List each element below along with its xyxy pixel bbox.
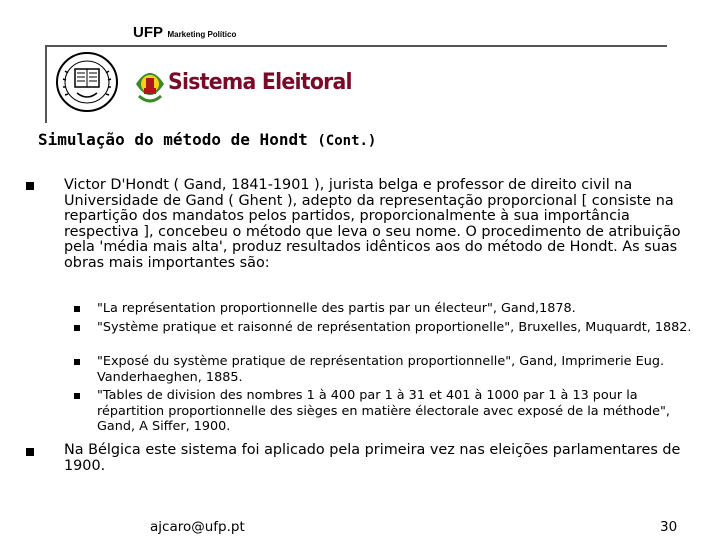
- bullet-paragraph: Victor D'Hondt ( Gand, 1841-1901 ), jurista belga e professor de direito civil na Universidade de Gand ( Ghent ), adepto da representação proporcional [ consiste na repartição dos mandatos pelos partidos, proporcionalmente à sua importância respectiva ], concebeu o método que leva o seu nome. O procedimento de atribuição pela 'média mais alta', produz resultados idênticos aos do método de Hondt. As suas obras mais importantes são:: [64, 177, 681, 271]
- slide-title-main: Simulação do método de Hondt: [38, 130, 308, 149]
- sub-bullet-item: "La représentation proportionnelle des partis par un électeur", Gand,1878.: [97, 301, 576, 316]
- page-number: 30: [660, 519, 678, 535]
- ballot-box-icon: [133, 62, 167, 108]
- header-rule-vertical: [45, 45, 47, 123]
- sub-bullet-item: "Exposé du système pratique de représentation proportionnelle", Gand, Imprimerie Eug. Vanderhaeghen, 1885.: [97, 354, 665, 385]
- logo-sistema-eleitoral: Sistema Eleitoral: [168, 70, 352, 95]
- slide-title-suffix: (Cont.): [317, 133, 377, 149]
- sub-bullet-square-icon: [74, 306, 80, 312]
- bullet-square-icon: [26, 182, 34, 190]
- sub-bullet-item: "Tables de division des nombres 1 à 400 par 1 à 31 et 401 à 1000 par 1 à 13 pour la répartition proportionnelle des sièges en matière électorale avec exposé de la méthode", Gand, A Siffer, 1900.: [97, 388, 670, 434]
- header-rule-horizontal: [45, 45, 667, 47]
- brand-subtitle: Marketing Político: [167, 30, 237, 39]
- slide-title: [38, 130, 376, 149]
- sub-bullet-square-icon: [74, 393, 80, 399]
- bullet-paragraph: Na Bélgica este sistema foi aplicado pela primeira vez nas eleições parlamentares de 1900.: [64, 442, 681, 474]
- brand-name: UFP: [133, 24, 163, 41]
- header-title: [133, 24, 236, 42]
- sub-bullet-square-icon: [74, 359, 80, 365]
- bullet-square-icon: [26, 448, 34, 456]
- university-seal-logo: [55, 51, 119, 113]
- footer-email: ajcaro@ufp.pt: [150, 519, 245, 535]
- sub-bullet-item: "Système pratique et raisonné de représentation proportionelle", Bruxelles, Muquardt, 1882.: [97, 320, 692, 335]
- sub-bullet-square-icon: [74, 325, 80, 331]
